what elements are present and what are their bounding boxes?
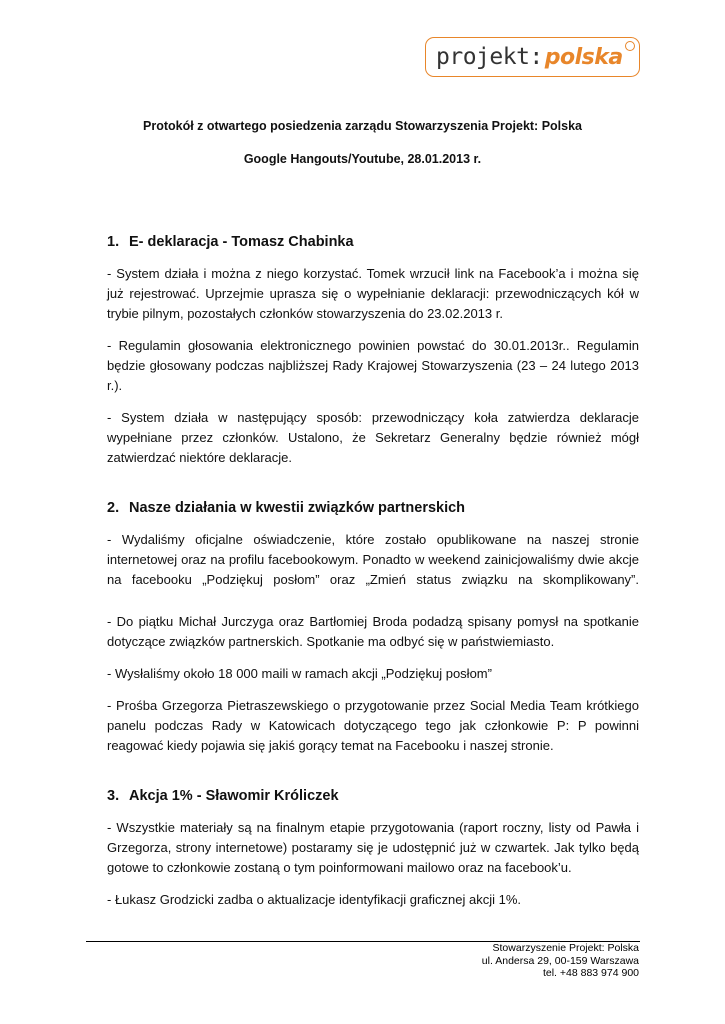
logo-text-polska: polska: [544, 44, 623, 70]
paragraph: - Do piątku Michał Jurczyga oraz Bartłomiej Broda podadzą spisany pomysł na spotkanie dotyczące związków partnerskich. Spotkanie ma odbyć się w państwiemiasto.: [107, 614, 639, 649]
paragraph: - Regulamin głosowania elektronicznego powinien powstać do 30.01.2013r.. Regulamin będzie głosowany podczas najbliższej Rady Krajowej Stowarzyszenia (23 – 24 lutego 2013 r.).: [107, 338, 639, 393]
section-title: Akcja 1% - Sławomir Króliczek: [129, 788, 339, 804]
paragraph: - Prośba Grzegorza Pietraszewskiego o przygotowanie przez Social Media Team krótkiego panelu podczas Rady w Katowicach dotyczącego tego jak członkowie P: P powinni reagować kiedy pojawia się jakiś gorący temat na Facebooku i naszej stronie.: [107, 698, 639, 753]
paragraph: - Wysłaliśmy około 18 000 maili w ramach akcji „Podziękuj posłom”: [107, 666, 492, 681]
paragraph: - System działa i można z niego korzystać. Tomek wrzucił link na Facebook’a i można się już rejestrować. Uprzejmie uprasza się o wypełnianie deklaracji: przewodniczących kół w trybie pilnym, pozostałych członków stowarzyszenia do 23.02.2013 r.: [107, 266, 639, 321]
section-zwiazki-partnerskie: [107, 498, 639, 756]
paragraph: - System działa w następujący sposób: przewodniczący koła zatwierdza deklaracje wypełniane przez członków. Ustalono, że Sekretarz Generalny będzie również mógł zatwierdzać niektóre deklaracje.: [107, 410, 639, 465]
document-title: Protokół z otwartego posiedzenia zarządu Stowarzyszenia Projekt: Polska: [143, 119, 582, 133]
footer-address: ul. Andersa 29, 00-159 Warszawa: [481, 954, 639, 967]
section-heading: [107, 786, 639, 806]
logo: [425, 37, 640, 77]
section-akcja-1-procent: [107, 786, 639, 910]
section-number: 3.: [107, 788, 120, 804]
section-title: E- deklaracja - Tomasz Chabinka: [129, 234, 354, 250]
section-heading: [107, 498, 639, 518]
document-body: [107, 232, 639, 940]
footer-organization: Stowarzyszenie Projekt: Polska: [492, 942, 639, 954]
footer: [482, 942, 639, 980]
smiley-icon: [625, 41, 635, 51]
section-e-deklaracja: [107, 232, 639, 468]
section-title: Nasze działania w kwestii związków partnerskich: [129, 500, 466, 516]
paragraph: - Wszystkie materiały są na finalnym etapie przygotowania (raport roczny, listy od Pawła i Grzegorza, strony internetowe) postaramy się je udostępnić już w czwartek. Jak tylko będą gotowe to członkowie zostaną o tym poinformowani mailowo oraz na facebook’u.: [107, 820, 639, 875]
paragraph: - Wydaliśmy oficjalne oświadczenie, które zostało opublikowane na naszej stronie internetowej oraz na profilu facebookowym. Ponadto w weekend zainicjowaliśmy dwie akcje na facebooku „Podziękuj posłom” oraz „Zmień status związku na skomplikowany”.: [107, 532, 639, 587]
section-number: 2.: [107, 500, 120, 516]
section-number: 1.: [107, 234, 120, 250]
document-subtitle: Google Hangouts/Youtube, 28.01.2013 r.: [243, 152, 482, 166]
paragraph: - Łukasz Grodzicki zadba o aktualizacje identyfikacji graficznej akcji 1%.: [107, 892, 522, 907]
section-heading: [107, 232, 639, 252]
footer-phone: tel. +48 883 974 900: [542, 967, 639, 979]
logo-text-projekt: projekt:: [436, 44, 543, 70]
